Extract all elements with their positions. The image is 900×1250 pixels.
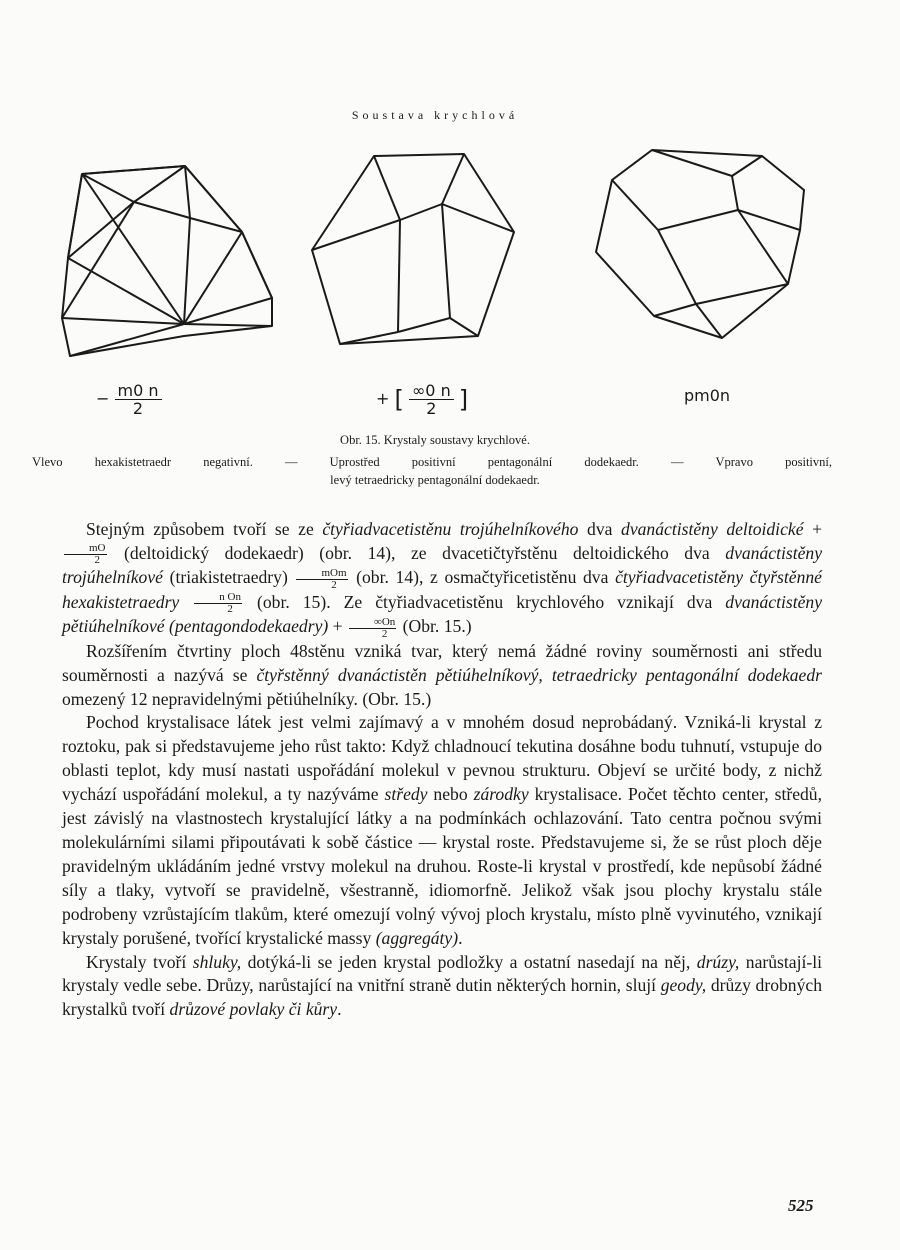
formula-left-denominator: 2 xyxy=(132,399,144,418)
caption-title-text: Obr. 15. Krystaly soustavy krychlové. xyxy=(340,433,530,447)
paragraph-2: Rozšířením čtvrtiny ploch 48stěnu vzniká tvar, který nemá žádné roviny souměrnosti ani středu souměrnosti a nazývá se čtyřstěnný dvanáctistěn pětiúhelníkový, tetraedricky pentagonální dodekaedr omezený 12 nepravidelnými pětiúhelníky. (Obr. 15.) xyxy=(62,640,823,709)
formula-right xyxy=(684,386,730,405)
hexakistetrahedron-drawing xyxy=(58,158,284,358)
formula-left xyxy=(96,382,162,417)
figure-tetrahedral-pentagonal-dodecahedron xyxy=(592,146,812,346)
paragraph-1: Stejným způsobem tvoří se ze čtyřiadvacetistěnu trojúhelníkového dva dvanáctistěny deltoidické + $\frac{mO}{2}$ (deltoidický dodekaedr) (obr. 14), ze dvacetičtyřstěnu deltoidického dva dvanáctistěny trojúhelníkové (triakistetraedry) mOm 2 (obr. 14), z osmačtyřicetistěnu dva čtyřiadvacetistěny čtyřstěnné hexakistetraedry $\frac{\text{n On}}{2}$ (obr. 15). Ze čtyřiadvacetistěnu krychlového vznikají dva dvanáctistěny pětiúhelníkové (pentagondodekaedry) + $\frac{\infty On}{2}$ (Obr. 15.) xyxy=(62,519,822,640)
formula-left-numerator: m0 n xyxy=(115,382,162,400)
inline-fraction: $\frac{\text{n On}}{2}$ xyxy=(194,592,242,615)
figure-pentagonal-dodecahedron xyxy=(310,150,516,360)
running-head: Soustava krychlová xyxy=(351,108,519,122)
formula-center xyxy=(376,382,468,417)
body-text xyxy=(62,518,822,1022)
inline-fraction: $\frac{mO}{2}$ xyxy=(64,543,107,566)
formula-center-sign: + xyxy=(376,389,390,408)
page-number: 525 xyxy=(788,1196,814,1215)
formula-center-bracket-close: ] xyxy=(458,385,469,414)
caption-line-1-text: Vlevo hexakistetraedr negativní. — Uprostřed positivní pentagonální dodekaedr. — Vpravo positivní, xyxy=(32,455,832,469)
inline-fraction: $\frac{\infty On}{2}$ xyxy=(349,617,396,640)
formula-right-symbol: pm0n xyxy=(684,386,731,405)
formula-left-sign: − xyxy=(96,389,110,408)
formula-center-fraction xyxy=(409,382,454,417)
formula-left-fraction xyxy=(115,382,162,417)
figure-caption-title xyxy=(40,432,830,449)
figure-caption-line-1 xyxy=(32,454,832,471)
pentagonal-dodecahedron-drawing xyxy=(310,150,516,360)
paragraph-3: Pochod krystalisace látek jest velmi zajímavý a v mnohém dosud neprobádaný. Vzniká-li krystal z roztoku, pak si představujeme jeho růst takto: Když chladnoucí tekutina dosáhne bodu tuhnutí, vstupuje do oblasti teplot, kdy musí nastati uspořádání molekul v pevnou strukturu. Objeví se určité body, z nichž vychází uspořádání molekul, a ty nazýváme středy nebo zárodky krystalisace. Počet těchto center, středů, jest závislý na vlastnostech krystalující látky a na podmínkách ochlazování. Tato centra počnou svými molekulárními silami připoutávati k sobě částice — krystal roste. Představujeme si, že se růst ploch děje pravidelným ukládáním jedné vrstvy molekul na druhou. Roste-li krystal v prostředí, kde nepůsobí žádné síly a tlaky, vytvoří se pravidelně, všestranně, idiomorfně. Jelikož však jsou plochy krystalu stále podrobeny vzrůstajícím tlakům, které omezují volný vývoj ploch krystalu, místo plně vyvinutého, vznikají krystaly porušené, tvořící krystalické massy (aggregáty). xyxy=(62,712,822,948)
inline-fraction: mOm 2 xyxy=(296,568,347,591)
formula-center-denominator: 2 xyxy=(426,399,437,418)
formula-center-numerator: ∞0 n xyxy=(409,382,454,400)
formula-center-bracket-open: [ xyxy=(394,385,404,414)
tetrahedral-dodecahedron-drawing xyxy=(592,146,812,346)
figure-hexakistetrahedron xyxy=(58,158,284,358)
caption-line-2-text: levý tetraedricky pentagonální dodekaedr. xyxy=(330,473,540,487)
paragraph-4: Krystaly tvoří shluky, dotýká-li se jeden krystal podložky a ostatní nasedají na něj, drúzy, narůstají-li krystaly vedle sebe. Drůzy, narůstající na vnitřní straně dutin některých hornin, slují geody, drůzy drobných krystalků tvoří drůzové povlaky či kůry. xyxy=(62,951,822,1020)
figure-caption-line-2 xyxy=(40,472,830,489)
